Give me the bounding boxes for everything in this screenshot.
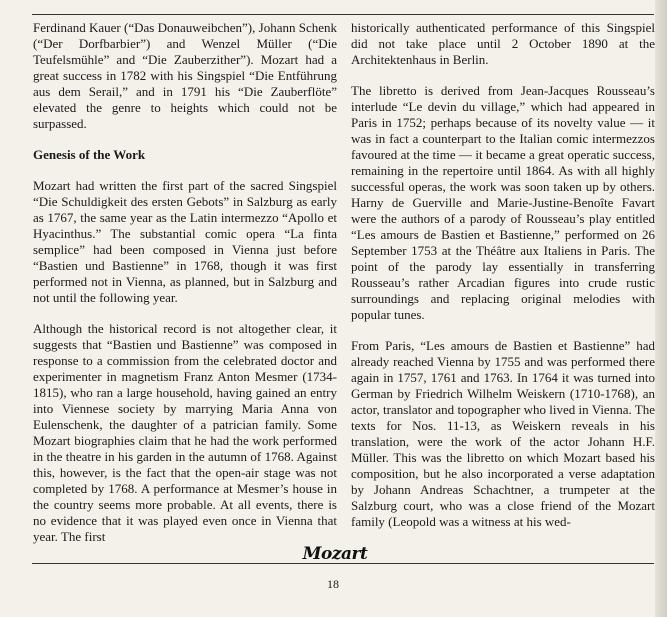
- bottom-rule: [32, 563, 654, 564]
- left-column: [33, 20, 337, 560]
- left-paragraph-1: Ferdinand Kauer (“Das Donauweibchen”), Johann Schenk (“Der Dorfbarbier”) and Wenzel Müller (“Die Teufelsmühle” and “Die Zauberzither”). Mozart had a great success in 1782 with his Singspiel “Die Entführung aus dem Serail,” and in 1791 his “Die Zauberflöte” elevated the genre to heights which could not be surpassed.: [33, 20, 337, 131]
- top-rule: [32, 14, 654, 15]
- page-number: 18: [327, 577, 339, 591]
- right-column: [351, 20, 655, 545]
- section-heading: Genesis of the Work: [33, 147, 146, 162]
- right-paragraph-2: The libretto is derived from Jean-Jacques Rousseau’s interlude “Le devin du village,” which had appeared in Paris in 1752; perhaps because of its novelty value — it was in fact a counterpart to the Italian comic intermezzos favoured at the time — it became a great operatic success, remaining in the repertoire until 1864. As with all highly successful operas, the work was soon taken up by others. Harny de Guerville and Marie-Justine-Benoîte Favart were the authors of a parody of Rousseau’s play entitled “Les amours de Bastien et Bastienne,” performed on 26 September 1753 at the Théâtre aux Italiens in Paris. The point of the parody lay essentially in transferring Rousseau’s rather Arcadian figures into crude rustic surroundings and replacing original melodies with popular tunes.: [351, 83, 655, 322]
- book-spine-shadow: [655, 0, 667, 617]
- left-paragraph-2: Mozart had written the first part of the sacred Singspiel “Die Schuldigkeit des ersten Gebots” in Salzburg as early as 1767, the same year as the Latin intermezzo “Apollo et Hyacinthus.” The substantial comic opera “La finta semplice” had been composed in Vienna just before “Bastien und Bastienne” in 1768, though it was first performed not in Vienna, as planned, but in Salzburg and not until the following year.: [33, 178, 337, 305]
- right-paragraph-1: historically authenticated performance of this Singspiel did not take place until 2 October 1890 at the Architektenhaus in Berlin.: [351, 20, 655, 67]
- left-paragraph-3: Although the historical record is not altogether clear, it suggests that “Bastien und Bastienne” was composed in response to a commission from the celebrated doctor and experimenter in magnetism Franz Anton Mesmer (1734-1815), who ran a large household, having gained an entry into Viennese society by marrying Maria Anna von Eulenschenk, the daughter of a patrician family. Some Mozart biographies claim that he had the work performed in the theatre in his garden in the autumn of 1768. Against this, however, is the fact that the open-air stage was not completed by 1768. A performance at Mesmer’s house in the country seems more probable. At all events, there is no evidence that it was played even once in Vienna that year. The first: [33, 321, 337, 544]
- mozart-signature: Mozart: [302, 544, 368, 564]
- right-paragraph-3: From Paris, “Les amours de Bastien et Bastienne” had already reached Vienna by 1755 and was performed there again in 1757, 1761 and 1763. In 1764 it was turned into German by Friedrich Wilhelm Weiskern (1710-1768), an actor, translator and topographer who lived in Vienna. The texts for Nos. 11-13, as Weiskern reveals in his translation, were the work of the actor Johann H.F. Müller. This was the libretto on which Mozart based his composition, but he also incorporated a verse adaptation by Johann Andreas Schachtner, a trumpeter at the Salzburg court, who was a close friend of the Mozart family (Leopold was a witness at his wed-: [351, 338, 655, 529]
